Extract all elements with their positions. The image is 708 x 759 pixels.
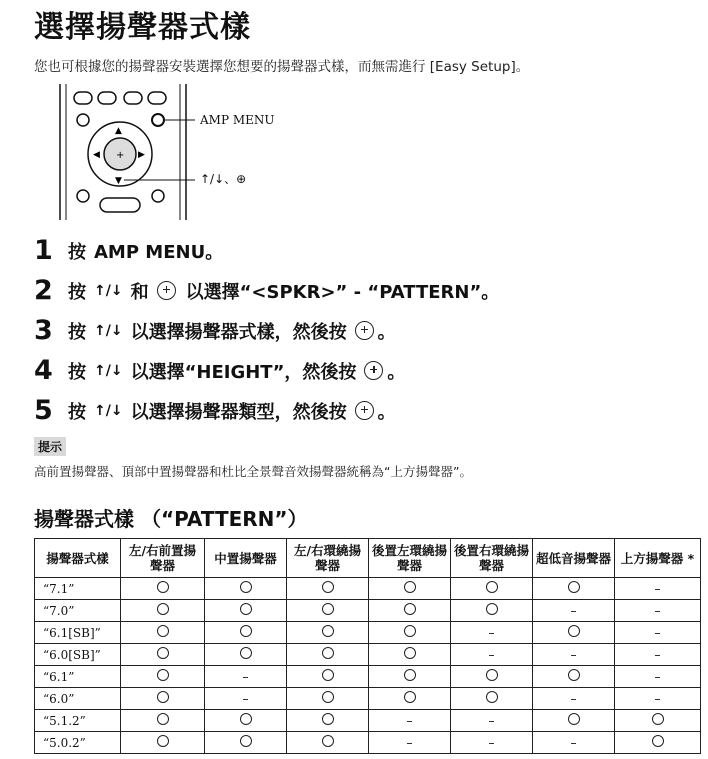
circle-mark-icon (240, 625, 252, 637)
table-cell (615, 710, 701, 732)
table-cell (287, 600, 369, 622)
column-header: 揚聲器式樣 (35, 539, 121, 578)
column-header: 超低音揚聲器 (533, 539, 615, 578)
table-cell: – (451, 732, 533, 754)
circle-mark-icon (404, 625, 416, 637)
table-cell (533, 710, 615, 732)
table-cell (121, 732, 205, 754)
table-cell (369, 600, 451, 622)
step-text: AMP MENU。 (94, 241, 224, 263)
step-text: 按 (68, 241, 86, 263)
table-cell (121, 644, 205, 666)
svg-text:+: + (116, 150, 125, 161)
column-header: 後置右環繞揚聲器 (451, 539, 533, 578)
table-cell (205, 710, 287, 732)
circle-mark-icon (404, 691, 416, 703)
amp-menu-label: AMP MENU (200, 113, 275, 127)
circle-mark-icon (157, 713, 169, 725)
circle-mark-icon (568, 713, 580, 725)
circle-mark-icon (157, 691, 169, 703)
circle-mark-icon (652, 713, 664, 725)
table-cell (533, 666, 615, 688)
step-text: 。 (377, 321, 396, 343)
table-cell (533, 578, 615, 600)
up-down-arrow-icon: ↑/↓ (94, 402, 123, 419)
circle-mark-icon (240, 581, 252, 593)
circle-mark-icon (486, 581, 498, 593)
step-number: 4 (34, 355, 53, 386)
step-1 (34, 235, 223, 266)
circle-mark-icon (568, 581, 580, 593)
column-header: 左/右環繞揚聲器 (287, 539, 369, 578)
table-header-row (35, 539, 701, 578)
pattern-name-cell: “6.1[SB]” (35, 622, 121, 644)
up-down-arrow-icon: ↑/↓ (94, 362, 123, 379)
column-header: 上方揚聲器 * (615, 539, 701, 578)
table-cell: – (615, 644, 701, 666)
circle-mark-icon (486, 603, 498, 615)
circle-mark-icon (322, 713, 334, 725)
pattern-name-cell: “6.0” (35, 688, 121, 710)
step-number: 3 (34, 315, 53, 346)
hint-text: 高前置揚聲器、頂部中置揚聲器和杜比全景聲音效揚聲器統稱為“上方揚聲器”。 (34, 464, 472, 479)
circle-mark-icon (486, 691, 498, 703)
step-number: 5 (34, 395, 53, 426)
svg-text:◀: ◀ (93, 150, 100, 160)
table-cell (369, 688, 451, 710)
table-cell (121, 578, 205, 600)
pattern-name-cell: “5.0.2” (35, 732, 121, 754)
table-cell (451, 666, 533, 688)
table-cell: – (615, 666, 701, 688)
table-cell: – (205, 666, 287, 688)
table-cell (205, 732, 287, 754)
table-cell: – (533, 688, 615, 710)
up-down-arrow-icon: ↑/↓ (94, 322, 123, 339)
table-cell (287, 622, 369, 644)
table-cell: – (369, 710, 451, 732)
circle-mark-icon (240, 735, 252, 747)
table-cell (205, 578, 287, 600)
section-title: 揚聲器式樣 （“PATTERN”） (34, 507, 308, 531)
table-cell (287, 666, 369, 688)
table-cell (369, 666, 451, 688)
step-text: 和 (130, 281, 149, 303)
circle-mark-icon (157, 669, 169, 681)
nav-keys-label: ↑/↓、⊕ (200, 172, 247, 186)
step-text: 以選擇“HEIGHT”，然後按 (130, 361, 357, 383)
step-text: 以選擇“<SPKR>” - “PATTERN”。 (185, 281, 500, 303)
table-cell (205, 644, 287, 666)
table-cell (451, 578, 533, 600)
enter-button-icon (364, 361, 383, 380)
circle-mark-icon (157, 581, 169, 593)
table-cell: – (369, 732, 451, 754)
circle-mark-icon (404, 669, 416, 681)
pattern-name-cell: “6.1” (35, 666, 121, 688)
hint-badge: 提示 (34, 437, 66, 456)
table-row (35, 688, 701, 710)
enter-button-icon (355, 401, 374, 420)
table-cell (121, 666, 205, 688)
table-cell (369, 578, 451, 600)
circle-mark-icon (322, 669, 334, 681)
circle-mark-icon (322, 735, 334, 747)
table-cell: – (533, 732, 615, 754)
table-cell (205, 600, 287, 622)
table-row (35, 622, 701, 644)
step-text: 按 (68, 321, 86, 343)
pattern-name-cell: “7.0” (35, 600, 121, 622)
step-5 (34, 395, 396, 426)
table-cell (451, 600, 533, 622)
speaker-pattern-table (34, 538, 701, 754)
svg-text:▼: ▼ (115, 176, 122, 186)
pattern-name-cell: “7.1” (35, 578, 121, 600)
table-cell (205, 622, 287, 644)
table-cell (121, 688, 205, 710)
circle-mark-icon (240, 647, 252, 659)
column-header: 後置左環繞揚聲器 (369, 539, 451, 578)
step-number: 1 (34, 235, 53, 266)
step-number: 2 (34, 275, 53, 306)
step-text: 以選擇揚聲器式樣，然後按 (130, 321, 347, 343)
svg-text:▲: ▲ (115, 126, 122, 136)
table-cell (121, 622, 205, 644)
circle-mark-icon (322, 625, 334, 637)
table-cell (287, 688, 369, 710)
enter-button-icon (157, 281, 176, 300)
step-text: 。 (377, 401, 396, 423)
circle-mark-icon (652, 735, 664, 747)
step-3 (34, 315, 396, 346)
table-cell: – (615, 688, 701, 710)
table-cell (615, 732, 701, 754)
enter-button-icon (355, 321, 374, 340)
step-text: 按 (68, 401, 86, 423)
circle-mark-icon (240, 713, 252, 725)
column-header: 左/右前置揚聲器 (121, 539, 205, 578)
table-cell: – (533, 600, 615, 622)
table-cell: – (451, 622, 533, 644)
table-cell (533, 622, 615, 644)
circle-mark-icon (322, 647, 334, 659)
table-cell (287, 578, 369, 600)
table-row (35, 732, 701, 754)
table-cell: – (615, 578, 701, 600)
remote-illustration (30, 84, 280, 220)
table-cell (287, 732, 369, 754)
table-row (35, 710, 701, 732)
circle-mark-icon (486, 669, 498, 681)
page-title: 選擇揚聲器式樣 (34, 10, 251, 45)
table-cell (451, 688, 533, 710)
step-text: 以選擇揚聲器類型，然後按 (130, 401, 347, 423)
pattern-name-cell: “5.1.2” (35, 710, 121, 732)
table-cell (121, 710, 205, 732)
circle-mark-icon (404, 581, 416, 593)
table-row (35, 644, 701, 666)
table-cell: – (205, 688, 287, 710)
circle-mark-icon (322, 581, 334, 593)
up-down-arrow-icon: ↑/↓ (94, 282, 123, 299)
step-2 (34, 275, 499, 306)
circle-mark-icon (568, 669, 580, 681)
circle-mark-icon (157, 625, 169, 637)
table-cell (369, 622, 451, 644)
step-text: 。 (387, 361, 406, 383)
step-4 (34, 355, 405, 386)
table-row (35, 578, 701, 600)
circle-mark-icon (404, 647, 416, 659)
circle-mark-icon (157, 735, 169, 747)
table-row (35, 600, 701, 622)
step-text: 按 (68, 281, 86, 303)
table-cell (369, 644, 451, 666)
pattern-name-cell: “6.0[SB]” (35, 644, 121, 666)
table-cell (287, 644, 369, 666)
table-row (35, 666, 701, 688)
circle-mark-icon (157, 647, 169, 659)
table-cell: – (533, 644, 615, 666)
table-cell: – (615, 622, 701, 644)
table-cell (287, 710, 369, 732)
intro-text: 您也可根據您的揚聲器安裝選擇您想要的揚聲器式樣，而無需進行 [Easy Setup]。 (34, 59, 530, 75)
circle-mark-icon (568, 625, 580, 637)
table-cell: – (451, 644, 533, 666)
circle-mark-icon (157, 603, 169, 615)
step-text: 按 (68, 361, 86, 383)
circle-mark-icon (322, 603, 334, 615)
table-cell: – (615, 600, 701, 622)
circle-mark-icon (322, 691, 334, 703)
svg-text:▶: ▶ (138, 150, 145, 160)
column-header: 中置揚聲器 (205, 539, 287, 578)
circle-mark-icon (404, 603, 416, 615)
table-cell (121, 600, 205, 622)
circle-mark-icon (240, 603, 252, 615)
table-cell: – (451, 710, 533, 732)
